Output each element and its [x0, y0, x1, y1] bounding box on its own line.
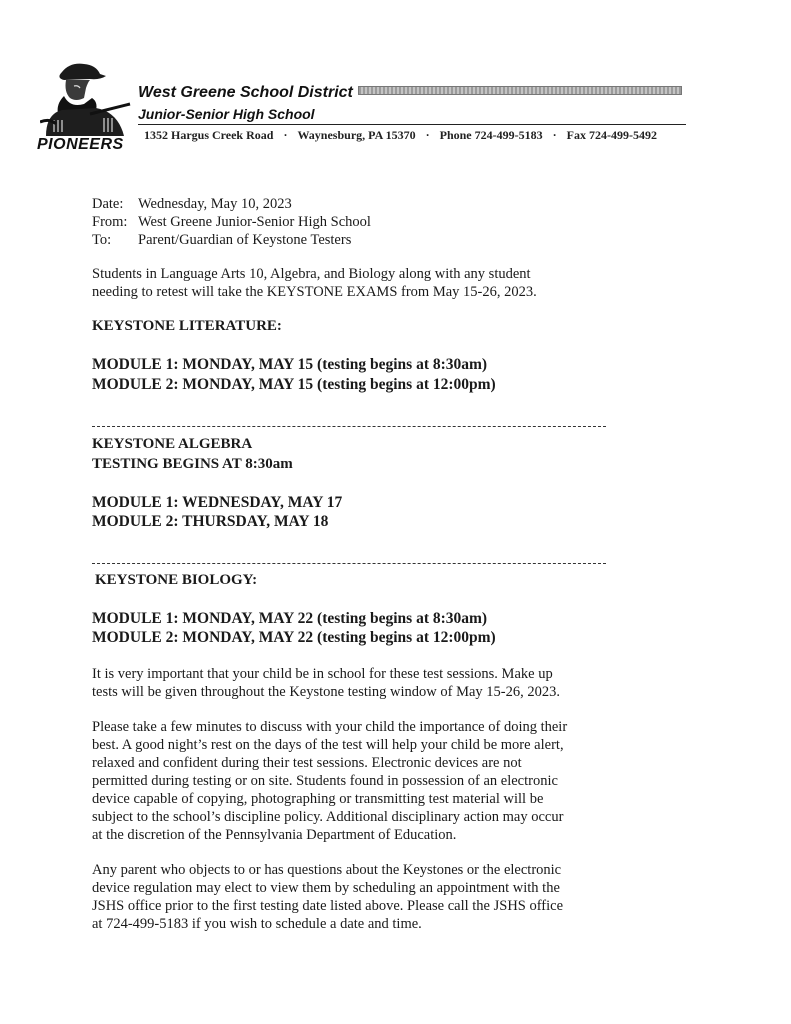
biology-module-2: MODULE 2: MONDAY, MAY 22 (testing begins at 12:00pm) — [92, 629, 496, 646]
street-address: 1352 Hargus Creek Road — [144, 128, 274, 142]
paragraph-line: relaxed and confident during their test sessions. Electronic devices are not — [92, 755, 522, 771]
memo-from — [92, 214, 371, 231]
district-name: West Greene School District — [138, 84, 353, 101]
paragraph-line: device regulation may elect to view them by scheduling an appointment with the — [92, 880, 560, 896]
section-divider — [92, 563, 606, 564]
to-value: Parent/Guardian of Keystone Testers — [138, 232, 352, 248]
contact-line — [144, 128, 657, 143]
pioneer-logo-icon — [40, 58, 132, 136]
paragraph-line: Any parent who objects to or has questions about the Keystones or the electronic — [92, 862, 562, 878]
paragraph-line: tests will be given throughout the Keystone testing window of May 15-26, 2023. — [92, 684, 560, 700]
letterhead-rule — [138, 124, 686, 125]
paragraph-line: best. A good night’s rest on the days of the test will help your child be more alert, — [92, 737, 564, 753]
mascot-name: PIONEERS — [37, 136, 124, 153]
algebra-subheading: TESTING BEGINS AT 8:30am — [92, 456, 293, 472]
algebra-module-1: MODULE 1: WEDNESDAY, MAY 17 — [92, 494, 343, 511]
algebra-module-2: MODULE 2: THURSDAY, MAY 18 — [92, 513, 329, 530]
paragraph-line: at the discretion of the Pennsylvania Department of Education. — [92, 827, 457, 843]
to-label: To: — [92, 232, 112, 248]
paragraph-line: JSHS office prior to the first testing date listed above. Please call the JSHS office — [92, 898, 564, 914]
paragraph-line: permitted during testing or on site. Students found in possession of an electronic — [92, 773, 558, 789]
literature-module-1: MODULE 1: MONDAY, MAY 15 (testing begins at 8:30am) — [92, 356, 488, 373]
separator: · — [552, 128, 557, 142]
from-value: West Greene Junior-Senior High School — [138, 214, 371, 230]
separator: · — [283, 128, 288, 142]
fax-number: Fax 724-499-5492 — [566, 128, 657, 142]
biology-module-1: MODULE 1: MONDAY, MAY 22 (testing begins at 8:30am) — [92, 610, 488, 627]
date-label: Date: — [92, 196, 124, 212]
city-state-zip: Waynesburg, PA 15370 — [297, 128, 416, 142]
district-banner-bar — [358, 86, 682, 95]
literature-heading: KEYSTONE LITERATURE: — [92, 318, 282, 334]
paragraph-line: Please take a few minutes to discuss with your child the importance of doing their — [92, 719, 568, 735]
algebra-heading: KEYSTONE ALGEBRA — [92, 436, 253, 452]
literature-module-2: MODULE 2: MONDAY, MAY 15 (testing begins at 12:00pm) — [92, 376, 496, 393]
paragraph-line: device capable of copying, photographing or transmitting test material will be — [92, 791, 544, 807]
from-label: From: — [92, 214, 128, 230]
date-value: Wednesday, May 10, 2023 — [138, 196, 292, 212]
paragraph-line: It is very important that your child be in school for these test sessions. Make up — [92, 666, 553, 682]
school-name: Junior-Senior High School — [138, 106, 315, 122]
phone-number: Phone 724-499-5183 — [439, 128, 543, 142]
biology-heading: KEYSTONE BIOLOGY: — [95, 572, 258, 588]
memo-date — [92, 196, 292, 213]
paragraph-line: at 724-499-5183 if you wish to schedule a date and time. — [92, 916, 422, 932]
intro-line: needing to retest will take the KEYSTONE EXAMS from May 15-26, 2023. — [92, 284, 537, 300]
intro-line: Students in Language Arts 10, Algebra, and Biology along with any student — [92, 266, 531, 282]
section-divider — [92, 426, 606, 427]
paragraph-line: subject to the school’s discipline policy. Additional disciplinary action may occur — [92, 809, 564, 825]
separator: · — [425, 128, 430, 142]
memo-to — [92, 232, 351, 249]
